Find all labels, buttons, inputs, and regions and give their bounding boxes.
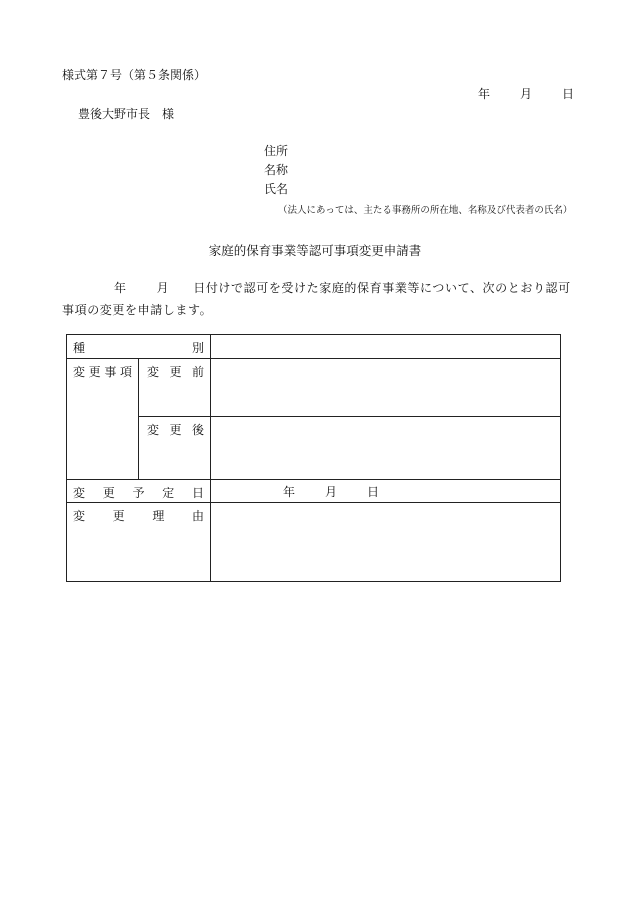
row-reason bbox=[67, 503, 561, 582]
body-month: 月 bbox=[156, 281, 170, 295]
type-label-cell: 種 別 bbox=[67, 335, 211, 359]
date-header bbox=[478, 85, 574, 102]
type-value-cell[interactable] bbox=[211, 335, 561, 359]
date-year: 年 bbox=[478, 87, 491, 101]
form-id: 様式第７号（第５条関係） bbox=[62, 68, 207, 82]
person-label: 氏名 bbox=[264, 182, 289, 196]
after-label-cell: 変 更 後 bbox=[139, 417, 211, 480]
applicant-block bbox=[264, 142, 288, 199]
addressee: 豊後大野市長 様 bbox=[78, 107, 175, 121]
scheduled-month: 月 bbox=[325, 485, 338, 499]
body-text-1: 日付けで認可を受けた家庭的保育事業等について、次のとおり認可 bbox=[193, 281, 571, 295]
change-form-table bbox=[66, 334, 561, 582]
address-label: 住所 bbox=[264, 144, 289, 158]
row-after bbox=[67, 417, 561, 480]
scheduled-date-value-cell[interactable] bbox=[211, 480, 561, 503]
scheduled-date-label-cell: 変 更 予 定 日 bbox=[67, 480, 211, 503]
body-text bbox=[62, 277, 572, 321]
body-text-2: 事項の変更を申請します。 bbox=[62, 303, 213, 317]
change-items-label-cell: 変 更 事 項 bbox=[67, 359, 139, 480]
reason-label-cell: 変 更 理 由 bbox=[67, 503, 211, 582]
applicant-note: （法人にあっては、主たる事務所の所在地、名称及び代表者の氏名） bbox=[278, 205, 573, 216]
document-title: 家庭的保育事業等認可事項変更申請書 bbox=[208, 243, 422, 258]
scheduled-day: 日 bbox=[367, 485, 380, 499]
before-label-cell: 変 更 前 bbox=[139, 359, 211, 417]
after-value-cell[interactable] bbox=[211, 417, 561, 480]
scheduled-year: 年 bbox=[283, 485, 296, 499]
row-before bbox=[67, 359, 561, 417]
date-day: 日 bbox=[562, 87, 575, 101]
reason-value-cell[interactable] bbox=[211, 503, 561, 582]
row-type bbox=[67, 335, 561, 359]
body-year: 年 bbox=[114, 281, 127, 295]
row-scheduled-date bbox=[67, 480, 561, 503]
before-value-cell[interactable] bbox=[211, 359, 561, 417]
name-label: 名称 bbox=[264, 163, 289, 177]
date-month: 月 bbox=[520, 87, 533, 101]
